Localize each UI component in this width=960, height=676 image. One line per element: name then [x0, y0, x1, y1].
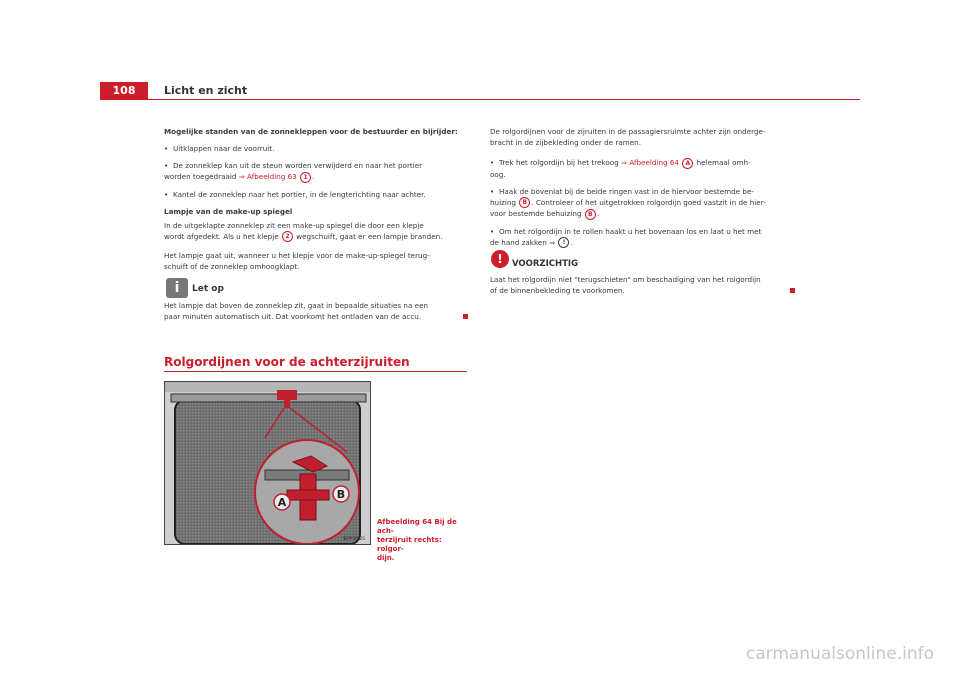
intro-line: De rolgordijnen voor de zijruiten in de passagiersruimte achter zijn onderge- — [490, 127, 766, 136]
sunvisor-heading: Mogelijke standen van de zonnekleppen voor de bestuurder en bijrijder: — [164, 127, 458, 136]
bullet-continuation: oog. — [490, 169, 506, 179]
end-marker — [790, 288, 795, 293]
mirror-light-heading: Lampje van de make-up spiegel — [164, 206, 293, 216]
bullet-continuation: huizing B . Controleer of het uitgetrokken rolgordijn goed vastzit in de hier- — [490, 197, 766, 207]
warning-title: VOORZICHTIG — [512, 259, 579, 269]
bullet-continuation: voor bestemde behuizing B . — [490, 209, 600, 218]
bullet-continuation: worden toegedraaid ⇒ Afbeelding 63 1 . — [164, 172, 315, 181]
figure-reference-link[interactable]: ⇒ Afbeelding 64 — [620, 158, 679, 167]
bullet-item: • Trek het rolgordijn bij het trekoog ⇒ Afbeelding 64 A helemaal omh- — [490, 158, 751, 167]
marker-b: B — [519, 197, 530, 208]
marker-b: B — [585, 209, 596, 220]
note-text: Het lampje dat boven de zonneklep zit, gaat in bepaalde situaties na een paar minuten automatisch uit. Dat voorkomt het ontladen van de accu. — [164, 301, 429, 321]
label-b: B — [336, 488, 346, 501]
bullet-item: • Kantel de zonneklep naar het portier, in de lengterichting naar achter. — [164, 189, 426, 199]
right-column — [490, 126, 800, 248]
left-column — [164, 126, 474, 272]
watermark: carmanualsonline.info — [745, 644, 934, 664]
paragraph: Het lampje gaat uit, wanneer u het klepje voor de make-up-spiegel terug- — [164, 251, 430, 260]
paragraph: In de uitgeklapte zonneklep zit een make-up spiegel die door een klepje — [164, 220, 424, 230]
marker-a: A — [682, 158, 693, 169]
bullet-item: • Uitklappen naar de voorruit. — [164, 144, 275, 153]
intro-line: bracht in de zijbekleding onder de ramen. — [490, 138, 642, 147]
rollerblind-figure — [164, 381, 371, 545]
section-rule — [164, 371, 467, 372]
bullet-item: • Om het rolgordijn in te rollen haakt u het bovenaan los en laat u het met — [490, 226, 762, 236]
marker-2: 2 — [282, 231, 293, 242]
warning-reference-icon: ! — [558, 237, 569, 248]
note-title: Let op — [192, 284, 224, 294]
paragraph-line: schuift of de zonneklep omhoogklapt. — [164, 262, 300, 271]
chapter-title: Licht en zicht — [164, 84, 248, 97]
note-icon: i — [166, 278, 188, 298]
label-a: A — [277, 496, 287, 509]
bullet-continuation: de hand zakken ⇒ ! . — [490, 237, 573, 247]
bullet-item: • De zonneklep kan uit de steun worden verwijderd en naar het portier — [164, 161, 423, 170]
warning-icon: ! — [491, 250, 509, 268]
header-rule — [100, 99, 860, 100]
rollerblind-illustration — [165, 382, 370, 544]
end-marker — [463, 314, 468, 319]
marker-1: 1 — [300, 172, 311, 183]
section-title: Rolgordijnen voor de achterzijruiten — [164, 355, 410, 369]
page-number: 108 — [100, 82, 148, 99]
figure-code: B7P-0125 — [343, 537, 365, 542]
paragraph-line: wordt afgedekt. Als u het klepje 2 wegschuift, gaat er een lampje branden. — [164, 231, 443, 241]
warning-text: Laat het rolgordijn niet "terugschieten" om beschadiging van het rolgordijn of de binnenbekleding te voorkomen. — [490, 275, 761, 295]
figure-caption: Afbeelding 64 Bij de ach- terzijruit rechts: rolgor- dijn. — [377, 518, 457, 562]
bullet-item: • Haak de bovenlat bij de beide ringen vast in de hiervoor bestemde be- — [490, 186, 754, 196]
figure-reference-link[interactable]: ⇒ Afbeelding 63 — [238, 172, 297, 181]
